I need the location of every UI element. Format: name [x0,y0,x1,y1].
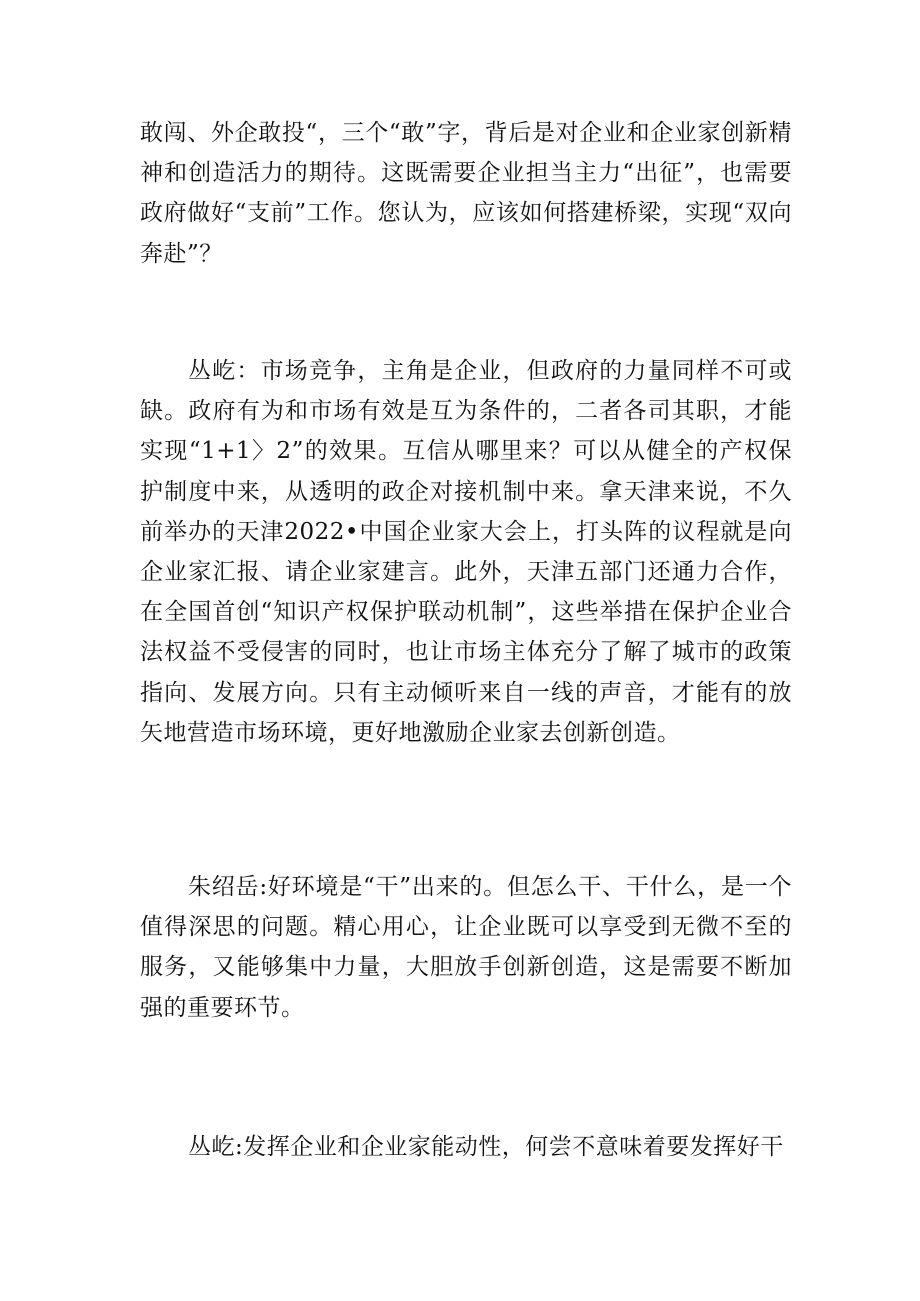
paragraph-zhushaoyue-answer: 朱绍岳:好环境是“干”出来的。但怎么干、干什么，是一个值得深思的问题。精心用心，让企业既可以享受到无微不至的服务，又能够集中力量，大胆放手创新创造，这是需要不断加强的重要环节。 [140,874,792,1021]
paragraph-congyi-answer: 丛屹：市场竞争，主角是企业，但政府的力量同样不可或缺。政府有为和市场有效是互为条件的，二者各司其职，才能实现“1+1〉2”的效果。互信从哪里来？可以从健全的产权保护制度中来，从透明的政企对接机制中来。拿天津来说，不久前举办的天津2022•中国企业家大会上，打头阵的议程就是向企业家汇报、请企业家建言。此外，天津五部门还通力合作，在全国首创“知识产权保护联动机制”，这些举措在保护企业合法权益不受侵害的同时，也让市场主体充分了解了城市的政策指向、发展方向。只有主动倾听来自一线的声音，才能有的放矢地营造市场环境，更好地激励企业家去创新创造。 [140,358,792,746]
paragraph-congyi-followup: 丛屹:发挥企业和企业家能动性，何尝不意味着要发挥好干 [188,1134,784,1160]
paragraph-question: 敢闯、外企敢投“，三个“敢”字，背后是对企业和企业家创新精神和创造活力的期待。这既需要企业担当主力“出征”，也需要政府做好“支前”工作。您认为，应该如何搭建桥梁，实现“双向奔赴”？ [140,120,792,267]
